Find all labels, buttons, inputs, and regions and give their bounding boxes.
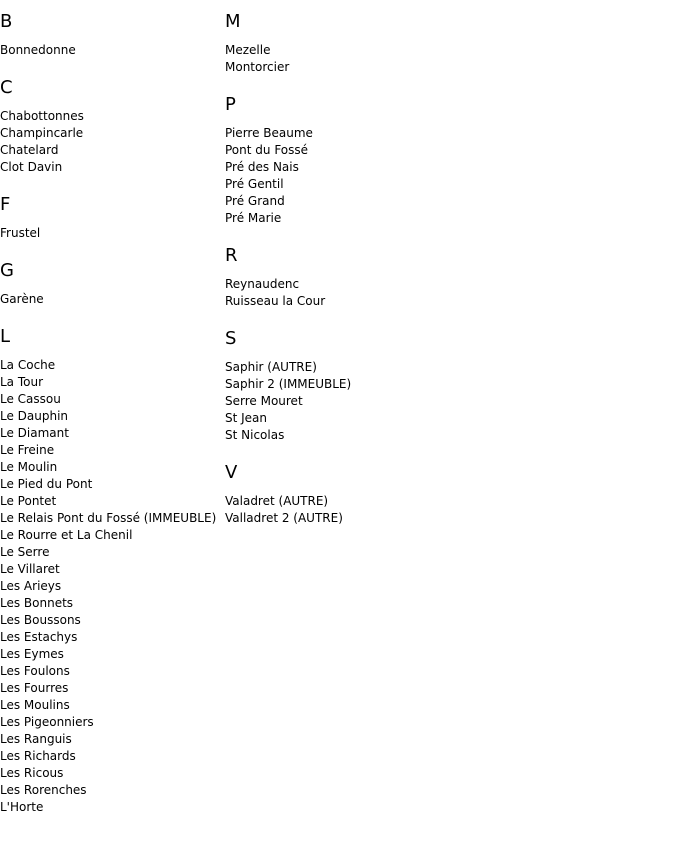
section-letter-heading: P	[225, 94, 236, 115]
place-item[interactable]: Les Moulins	[0, 698, 70, 712]
place-item[interactable]: Pont du Fossé	[225, 143, 309, 157]
place-item[interactable]: Champincarle	[0, 126, 84, 140]
letter-section-f	[0, 194, 224, 242]
section-letter-heading: L	[0, 326, 11, 347]
letter-section-s	[225, 328, 525, 444]
place-item[interactable]: La Coche	[0, 358, 56, 372]
place-list	[225, 276, 525, 310]
index-column-left	[0, 0, 224, 816]
place-item[interactable]: Saphir (AUTRE)	[225, 360, 317, 374]
section-letter-heading: S	[225, 328, 237, 349]
place-item[interactable]: Pré Gentil	[225, 177, 284, 191]
place-item[interactable]: Serre Mouret	[225, 394, 303, 408]
place-item[interactable]: Le Rourre et La Chenil	[0, 528, 133, 542]
place-item[interactable]: Pré Grand	[225, 194, 285, 208]
section-letter-heading: G	[0, 260, 14, 281]
place-item[interactable]: Les Ranguis	[0, 732, 72, 746]
letter-section-g	[0, 260, 224, 308]
place-item[interactable]: Mezelle	[225, 43, 271, 57]
place-list	[0, 291, 224, 308]
place-item[interactable]: Les Bonnets	[0, 596, 74, 610]
place-item[interactable]: St Jean	[225, 411, 268, 425]
section-letter-heading: M	[225, 11, 241, 32]
letter-section-m	[225, 11, 525, 76]
place-item[interactable]: Pré Marie	[225, 211, 282, 225]
place-item[interactable]: Le Moulin	[0, 460, 58, 474]
place-item[interactable]: Pré des Nais	[225, 160, 299, 174]
place-item[interactable]: Le Pied du Pont	[0, 477, 93, 491]
place-item[interactable]: Ruisseau la Cour	[225, 294, 326, 308]
place-item[interactable]: Valadret (AUTRE)	[225, 494, 329, 508]
place-item[interactable]: Le Dauphin	[0, 409, 69, 423]
place-list	[0, 108, 224, 176]
place-item[interactable]: Les Pigeonniers	[0, 715, 94, 729]
letter-section-c	[0, 77, 224, 176]
place-list	[225, 125, 525, 227]
letter-section-v	[225, 462, 525, 527]
letter-section-b	[0, 11, 224, 59]
place-item[interactable]: Le Serre	[0, 545, 50, 559]
letter-section-p	[225, 94, 525, 227]
place-item[interactable]: Les Arieys	[0, 579, 62, 593]
place-item[interactable]: Le Freine	[0, 443, 55, 457]
place-item[interactable]: Montorcier	[225, 60, 290, 74]
place-list	[0, 357, 224, 816]
place-item[interactable]: Les Ricous	[0, 766, 64, 780]
section-letter-heading: R	[225, 245, 238, 266]
place-item[interactable]: Chatelard	[0, 143, 59, 157]
place-item[interactable]: Valladret 2 (AUTRE)	[225, 511, 343, 525]
section-letter-heading: F	[0, 194, 11, 215]
place-item[interactable]: Les Estachys	[0, 630, 78, 644]
section-letter-heading: V	[225, 462, 238, 483]
place-item[interactable]: Pierre Beaume	[225, 126, 313, 140]
place-item[interactable]: Saphir 2 (IMMEUBLE)	[225, 377, 352, 391]
place-item[interactable]: Les Foulons	[0, 664, 70, 678]
place-item[interactable]: Garène	[0, 292, 44, 306]
place-item[interactable]: Le Cassou	[0, 392, 61, 406]
place-item[interactable]: Frustel	[0, 226, 41, 240]
letter-section-l	[0, 326, 224, 816]
place-item[interactable]: Clot Davin	[0, 160, 63, 174]
place-item[interactable]: Reynaudenc	[225, 277, 300, 291]
place-item[interactable]: Le Relais Pont du Fossé (IMMEUBLE)	[0, 511, 217, 525]
place-item[interactable]: Le Pontet	[0, 494, 57, 508]
place-list	[0, 42, 224, 59]
letter-section-r	[225, 245, 525, 310]
place-item[interactable]: Les Fourres	[0, 681, 69, 695]
section-letter-heading: B	[0, 11, 13, 32]
place-item[interactable]: L'Horte	[0, 800, 44, 814]
place-list	[225, 493, 525, 527]
place-item[interactable]: Bonnedonne	[0, 43, 76, 57]
place-item[interactable]: Les Rorenches	[0, 783, 87, 797]
index-column-right	[225, 0, 525, 527]
place-item[interactable]: Le Villaret	[0, 562, 60, 576]
place-item[interactable]: Les Richards	[0, 749, 76, 763]
place-item[interactable]: Les Boussons	[0, 613, 81, 627]
place-item[interactable]: Les Eymes	[0, 647, 64, 661]
place-list	[0, 225, 224, 242]
place-item[interactable]: St Nicolas	[225, 428, 285, 442]
place-list	[225, 359, 525, 444]
place-item[interactable]: Chabottonnes	[0, 109, 84, 123]
place-list	[225, 42, 525, 76]
section-letter-heading: C	[0, 77, 13, 98]
place-item[interactable]: La Tour	[0, 375, 44, 389]
place-item[interactable]: Le Diamant	[0, 426, 69, 440]
